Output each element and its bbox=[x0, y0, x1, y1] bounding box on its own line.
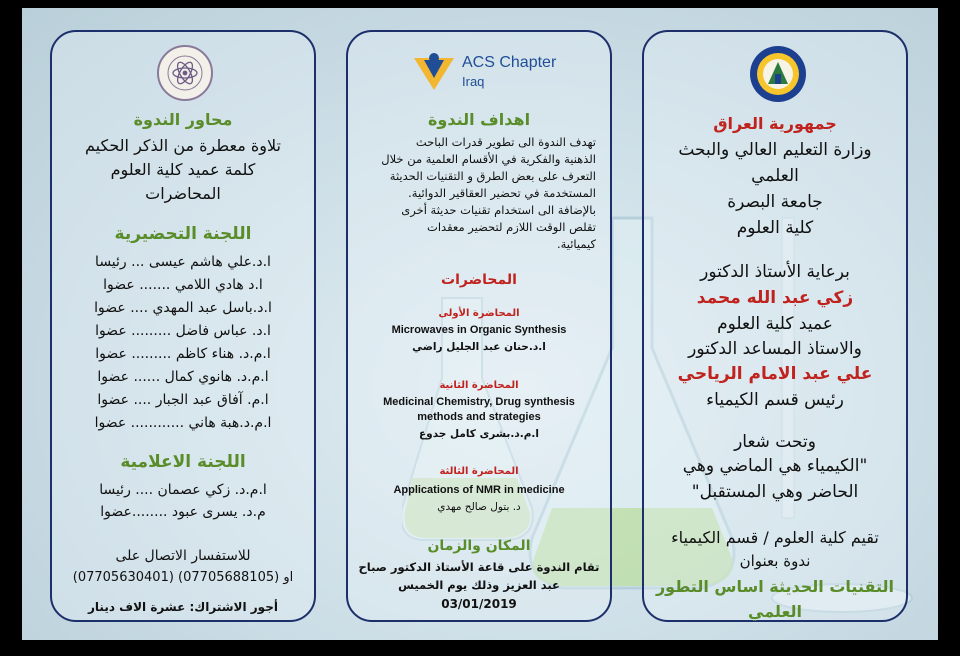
goals-paragraph bbox=[362, 134, 596, 253]
seminar-title: العلمي bbox=[748, 602, 802, 621]
right-panel bbox=[642, 30, 908, 622]
prep-committee-member: ا.م. آفاق عبد الجبار .... عضوا bbox=[97, 392, 269, 408]
venue-title: المكان والزمان bbox=[427, 538, 531, 554]
lecture-speaker: د. بتول صالح مهدي bbox=[437, 501, 521, 513]
seminar-label: ندوة بعنوان bbox=[739, 552, 811, 570]
goals-line: الذهنية والفكرية في الأقسام العلمية من خلال bbox=[381, 152, 596, 166]
slogan-line: "الكيمياء هي الماضي وهي bbox=[682, 456, 868, 476]
media-committee-title: اللجنة الاعلامية bbox=[120, 452, 246, 472]
prep-committee-title: اللجنة التحضيرية bbox=[114, 224, 252, 244]
axes-item: المحاضرات bbox=[145, 184, 221, 203]
media-committee-member: م.د. يسرى عبود ........عضوا bbox=[100, 504, 266, 520]
acs-logo-icon bbox=[410, 52, 458, 92]
prep-committee-member: ا.م.د. هانوي كمال ...... عضوا bbox=[97, 369, 269, 385]
goals-line: بالإضافة الى استخدام تقنيات حديثة أخرى bbox=[401, 203, 596, 217]
seminar-date: 03/01/2019 bbox=[441, 597, 517, 611]
lecture-speaker: ا.د.حنان عبد الجليل راضي bbox=[412, 341, 546, 353]
republic-label: جمهورية العراق bbox=[713, 114, 837, 133]
axes-item: كلمة عميد كلية العلوم bbox=[110, 160, 256, 179]
prep-committee-member: ا.د.علي هاشم عيسى ... رئيسا bbox=[95, 254, 271, 270]
university-basrah-logo bbox=[748, 44, 808, 104]
university-seal-logo bbox=[156, 44, 214, 102]
seminar-title: التقنيات الحديثة اساس التطور bbox=[655, 577, 895, 596]
lecture-speaker: ا.م.د.بشرى كامل جدوع bbox=[419, 428, 539, 440]
contact-label: للاستفسار الاتصال على bbox=[115, 548, 251, 564]
patron-name: زكي عبد الله محمد bbox=[696, 288, 854, 308]
subscription-fee: أجور الاشتراك: عشرة الاف دينار bbox=[88, 600, 278, 614]
acs-country-label: Iraq bbox=[462, 74, 485, 89]
assistant-label: والاستاذ المساعد الدكتور bbox=[688, 339, 862, 359]
lectures-title: المحاضرات bbox=[441, 272, 517, 288]
ministry-line: وزارة التعليم العالي والبحث bbox=[678, 140, 872, 160]
lecture-number: المحاضرة الثانية bbox=[439, 380, 519, 391]
lecture-title: methods and strategies bbox=[417, 411, 541, 423]
prep-committee-member: ا.د.باسل عبد المهدي .... عضوا bbox=[94, 300, 272, 316]
assistant-role: رئيس قسم الكيمياء bbox=[706, 390, 844, 410]
prep-committee-member: ا.د هادي اللامي ....... عضوا bbox=[103, 277, 263, 293]
venue-line: عبد العزيز وذلك يوم الخميس bbox=[398, 578, 560, 592]
assistant-name: علي عبد الامام الرياحي bbox=[677, 364, 873, 384]
media-committee-member: ا.م.د. زكي عصمان .... رئيسا bbox=[99, 482, 267, 498]
left-panel bbox=[50, 30, 316, 622]
goals-line: المستخدمة في تحضير العقاقير الدوائية. bbox=[408, 186, 596, 200]
university-name: جامعة البصرة bbox=[727, 192, 823, 212]
lecture-title: Microwaves in Organic Synthesis bbox=[391, 324, 567, 336]
axes-item: تلاوة معطرة من الذكر الحكيم bbox=[85, 136, 281, 155]
acs-chapter-label: ACS Chapter bbox=[462, 54, 557, 71]
prep-committee-member: ا.م.د.هبة هاني ............ عضوا bbox=[94, 415, 272, 431]
lecture-title: Applications of NMR in medicine bbox=[393, 484, 565, 496]
goals-line: التعرف على بعض الطرق و التقنيات الحديثة bbox=[389, 169, 596, 183]
goals-title: اهداف الندوة bbox=[427, 110, 531, 129]
goals-line: تهدف الندوة الى تطوير قدرات الباحث bbox=[415, 135, 596, 149]
venue-line: تقام الندوة على قاعة الأستاذ الدكتور صباح bbox=[358, 560, 600, 574]
organizer: تقيم كلية العلوم / قسم الكيمياء bbox=[671, 528, 879, 547]
prep-committee-member: ا.م.د. هناء كاظم ......... عضوا bbox=[95, 346, 271, 362]
middle-panel bbox=[346, 30, 612, 622]
slogan-line: الحاضر وهي المستقبل" bbox=[691, 482, 859, 502]
lecture-number: المحاضرة الثالثة bbox=[439, 466, 519, 477]
patron-label: برعاية الأستاذ الدكتور bbox=[700, 262, 850, 282]
lecture-number: المحاضرة الأولى bbox=[438, 308, 520, 319]
prep-committee-member: ا.د. عباس فاضل ......... عضوا bbox=[95, 323, 271, 339]
patron-role: عميد كلية العلوم bbox=[717, 314, 833, 334]
slogan-label: وتحت شعار bbox=[734, 432, 816, 452]
lecture-title: Medicinal Chemistry, Drug synthesis bbox=[383, 396, 575, 408]
college-name: كلية العلوم bbox=[736, 218, 814, 238]
brochure-sheet bbox=[22, 8, 938, 640]
goals-line: كيميائية. bbox=[556, 237, 596, 251]
axes-title: محاور الندوة bbox=[133, 110, 233, 129]
ministry-line: العلمي bbox=[751, 166, 799, 186]
contact-numbers: (07705630401) او (07705688105) bbox=[72, 570, 294, 585]
goals-line: تقلص الوقت اللازم لتحضير معقدات bbox=[427, 220, 596, 234]
